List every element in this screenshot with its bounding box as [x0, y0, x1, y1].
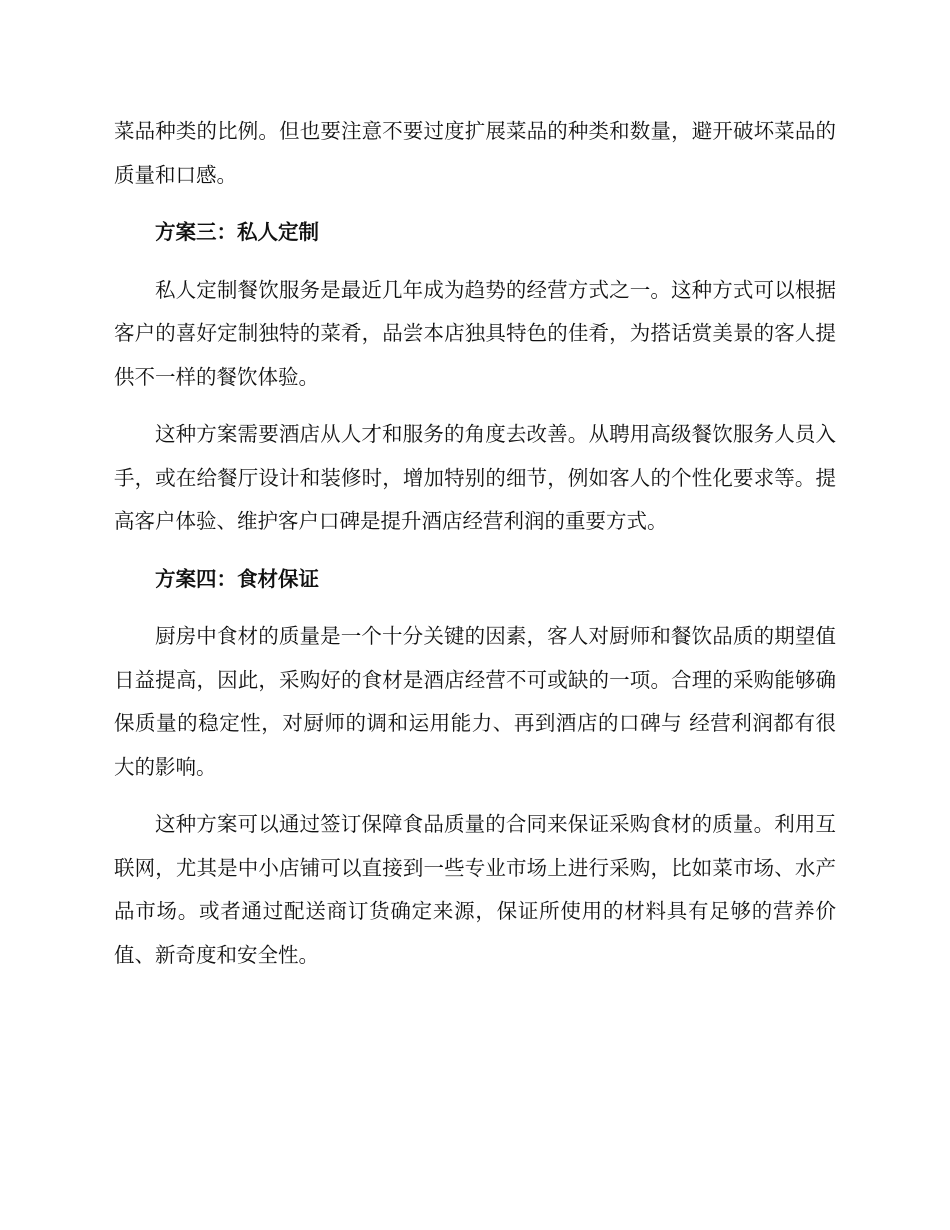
paragraph-dish-variety: 菜品种类的比例。但也要注意不要过度扩展菜品的种类和数量，避开破坏菜品的质量和口感。 [114, 119, 836, 187]
heading-plan-four: 方案四：食材保证 [155, 566, 319, 591]
paragraph-private-custom-service: 这种方案需要酒店从人才和服务的角度去改善。从聘用高级餐饮服务人员入手，或在给餐厅设计和装修时，增加特别的细节，例如客人的个性化要求等。提高客户体验、维护客户口碑是提升酒店经营利润的重要方式。 [114, 422, 836, 533]
paragraph-ingredient-procurement: 这种方案可以通过签订保障食品质量的合同来保证采购食材的质量。利用互联网，尤其是中小店铺可以直接到一些专业市场上进行采购，比如菜市场、水产品市场。或者通过配送商订货确定来源，保证所使用的材料具有足够的营养价值、新奇度和安全性。 [114, 812, 836, 967]
paragraph-private-custom-intro: 私人定制餐饮服务是最近几年成为趋势的经营方式之一。这种方式可以根据客户的喜好定制独特的菜肴，品尝本店独具特色的佳肴，为搭话赏美景的客人提供不一样的餐饮体验。 [114, 277, 836, 389]
heading-plan-three: 方案三：私人定制 [155, 220, 319, 244]
paragraph-ingredient-quality: 厨房中食材的质量是一个十分关键的因素，客人对厨师和餐饮品质的期望值日益提高，因此，采购好的食材是酒店经营不可或缺的一项。合理的采购能够确保质量的稳定性，对厨师的调和运用能力、再到酒店的口碑与 经营利润都有很大的影响。 [114, 624, 836, 779]
